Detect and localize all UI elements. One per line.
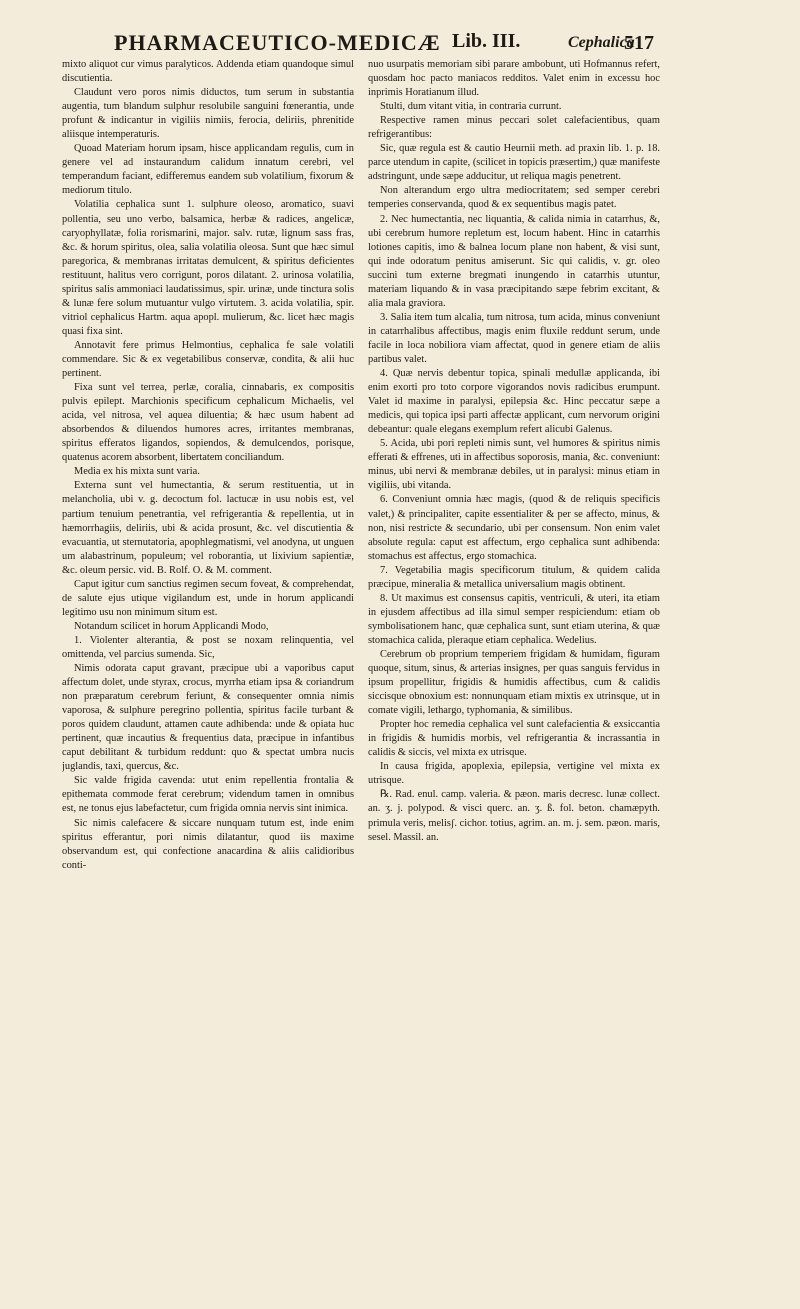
paragraph: 8. Ut maximus est consensus capitis, ventriculi, & uteri, ita etiam in ejusdem affectibus ad illa simul semper respiciendum: etiam ob symbolisationem hanc, quæ cephalica sunt, sunt etiam uterina, & quæ stomachica calida, pleraque etiam cephalica. Wedelius. [368, 592, 660, 646]
paragraph: Respective ramen minus peccari solet calefacientibus, quam refrigerantibus: [368, 115, 660, 141]
paragraph: In causa frigida, apoplexia, epilepsia, vertigine vel mixta ex utrisque. [368, 761, 660, 787]
paragraph: Notandum scilicet in horum Applicandi Modo, [74, 620, 269, 632]
paragraph: 3. Salia item tum alcalia, tum nitrosa, tum acida, minus conveniunt in catarrhalibus affectibus, magis enim fluxile reddunt serum, unde facile in loca nobiliora viam affectat, quod in genere etiam de aliis partibus valet. [368, 311, 660, 365]
paragraph: 7. Vegetabilia magis specificorum titulum, & quidem calida præcipue, mineralia & metallica universalium magis obtinent. [368, 564, 660, 590]
paragraph: Nimis odorata caput gravant, præcipue ubi a vaporibus caput affectum dolet, unde styrax, crocus, myrrha etiam ipsa & coriandrum non præparatum cerebrum feriunt, & consequenter omnia nimis vaporosa, & sulphure peregrino pollentia, spiritus facile turbant & poros quidem claudunt, attamen caute adhibenda: unde & opiata huc pertinent, quæ incautius & frequentius data, præcipue in infantibus caput debilitant & turbidum reddunt: quo & spectat umbra nucis juglandis, taxi, quercus, &c. [62, 663, 354, 773]
paragraph: Caput igitur cum sanctius regimen secum foveat, & comprehendat, de salute ejus utique vigilandum est, unde in horum applicandi legitimo usu non minimum situm est. [62, 578, 354, 618]
left-column [62, 58, 354, 1288]
paragraph: Media ex his mixta sunt varia. [74, 466, 200, 478]
running-title: PHARMACEUTICO-MEDICÆ [114, 30, 441, 55]
paragraph: Sic nimis calefacere & siccare nunquam tutum est, inde enim spiritus efferantur, pori nimis dilatantur, quod iis maxime observandum est, qui confectione anacardina & aliis calidioribus conti- [62, 817, 354, 871]
paragraph: 6. Conveniunt omnia hæc magis, (quod & de reliquis specificis valet,) & principaliter, capite essentialiter & per se affecto, minus, & non, nisi restricte & secundario, ubi per consensum. Non enim valet absolute regula: caput est affectum, ergo cephalica sunt adhibenda: stomachus est affectus, ergo stomachica. [368, 494, 660, 562]
paragraph: Annotavit fere primus Helmontius, cephalica fe sale volatili commendare. Sic & ex vegetabilibus conservæ, condita, & alii huc pertinent. [62, 339, 354, 380]
paragraph: Sic valde frigida cavenda: utut enim repellentia frontalia & epithemata commode ferat cerebrum; videndum tamen in omnibus est, ne tonus ejus labefactetur, cum frigida omnia nervis sint inimica. [62, 775, 354, 815]
paragraph: Volatilia cephalica sunt 1. sulphure oleoso, aromatico, suavi pollentia, seu uno verbo, balsamica, herbæ & radices, angelicæ, caryophyllatæ, folia rorismarini, major. salv. rutæ, lignum sass fras, &c. & horum spiritus, olea, salia volatilia oleosa. Sunt que hæc simul paregorica, & membranas irritatas demulcent, & spiritus deficientes restituunt, halitus vero corrigunt, poros dilatant. 2. urinosa volatilia, spiritus salis ammoniaci laudatissimus, spir. urinæ, unde tinctura solis & lunæ fere solum mutuantur vulgo virtutem. 3. acida volatilia, spir. vitriol cephalicus Hartm. aqua apopl. mulierum, &c. licet hæc magis quasi fixa sint. [62, 199, 354, 337]
section-title: Cephalica [568, 34, 635, 51]
paragraph: Sic, quæ regula est & cautio Heurnii meth. ad praxin lib. 1. p. 18. parce utendum in capite, (scilicet in topicis præsertim,) quæ manifeste adstringunt, unde sæpe adducitur, ut reliqua magis penetrent. [368, 143, 660, 183]
paragraph: ℞. Rad. enul. camp. valeria. & pæon. maris decresc. lunæ collect. an. ʒ. j. polypod. & visci querc. an. ʒ. ß. fol. beton. chamæpyth. primula veris, melisʃ. cichor. totius, agrim. an. m. j. sem. pæon. maris, sesel. Massil. an. [368, 789, 660, 843]
paragraph: nuo usurpatis memoriam sibi parare ambobunt, uti Hofmannus refert, quosdam hoc pacto maniacos redditos. Valet enim in excessu hoc inprimis Horatianum illud. [368, 59, 660, 99]
paragraph: 2. Nec humectantia, nec liquantia, & calida nimia in catarrhus, &, ubi cerebrum humore repletum est, locum habent. Hinc in catarrhis lotiones capitis, imo & balnea locum plane non habent, & visi sunt, qui inde odoratum penitus amiserunt. Sic qui calidis, v. gr. oleo succini tum externe bregmati inungendo in catarrhis utuntur, materiam liquando & in vasa præcipitando sæpe febrim excitant, & alia mala graviora. [368, 213, 660, 309]
paragraph: Fixa sunt vel terrea, perlæ, coralia, cinnabaris, ex compositis pulvis epilept. Marchionis specificum cephalicum Michaelis, vel acida, vel nitrosa, vel aquea diluentia; & hæc usum habent ad absorbendos & diluendos humores acres, irritantes membranas, spiritus efferatos ligandos, sopiendos, & demulcendos, porisque, quatenus acorem absorbent, libertatem conciliandum. [62, 382, 354, 464]
book-number: Lib. III. [452, 30, 521, 52]
paragraph: Quoad Materiam horum ipsam, hisce applicandam regulis, cum in genere vel ad instaurandum calidum innatum cerebri, vel temperandum faciant, edifferemus eandem sub volatilium, fixorum & mediorum titulo. [62, 143, 354, 197]
paragraph: 4. Quæ nervis debentur topica, spinali medullæ applicanda, ibi enim exorti pro toto corpore vigorandos novis radicibus erumpunt. Valet id maxime in paralysi, epilepsia &c. Hinc peccatur sæpe a medicis, qui topica ipsi parti affectæ applicant, cum nervorum origini debeantur: quale elegans exemplum refert alicubi Galenus. [368, 368, 660, 436]
paragraph: Claudunt vero poros nimis diductos, tum serum in substantia augentia, tum blandum sulphur resolubile sanguini fœnerantia, unde profunt & indicantur in vigiliis nimiis, ferocia, deliriis, phrenitide aliisque intemperaturis. [62, 87, 354, 141]
right-column [368, 58, 660, 1288]
paragraph: Externa sunt vel humectantia, & serum restituentia, ut in melancholia, ubi v. g. decoctum fol. lactucæ in usu nobis est, vel partium tenuium penetrantia, vel refrigerantia & repellentia, ut in hæmorrhagiis, deliriis, ubi & acida prosunt, &c. vel discutientia & evacuantia, ut sternutatoria, apophlegmatismi, vel anodyna, ut unguen um alabastrinum, populeum; vel roborantia, ut lixivium sapientiæ, &c. oleum persic. vid. B. Rolf. O. & M. comment. [62, 480, 354, 576]
paragraph: Non alterandum ergo ultra mediocritatem; sed semper cerebri temperies conservanda, quod & ex sequentibus magis patet. [368, 185, 660, 211]
page-number: 517 [624, 32, 654, 54]
paragraph: 1. Violenter alterantia, & post se noxam relinquentia, vel omittenda, vel parcius sumenda. Sic, [62, 634, 354, 660]
paragraph: Stulti, dum vitant vitia, in contraria currunt. [380, 101, 562, 113]
paragraph: Cerebrum ob proprium temperiem frigidam & humidam, figuram quoque, situm, sinus, & arterias insignes, per quas sanguis fervidus in ipsum propellitur, frigidis & humidis affectibus, cum & calidis siccisque obnoxium est: nonnunquam etiam mixtis ex utrinsque, ut in comate vigili, lethargo, typhomania, & similibus. [368, 648, 660, 717]
paragraph: 5. Acida, ubi pori repleti nimis sunt, vel humores & spiritus nimis efferati & effrenes, uti in affectibus soporosis, mania, &c. conveniunt: minus, ubi nervi & membranæ debiles, ut in paralysi: minus etiam in vigiliis, ubi vitanda. [368, 438, 660, 492]
paragraph: mixto aliquot cur vimus paralyticos. Addenda etiam quandoque simul discutientia. [62, 59, 354, 85]
paragraph: Propter hoc remedia cephalica vel sunt calefacientia & exsiccantia in frigidis & humidis morbis, vel refrigerantia & incrassantia in calidis & siccis, vel mixta ex utrisque. [368, 719, 660, 759]
